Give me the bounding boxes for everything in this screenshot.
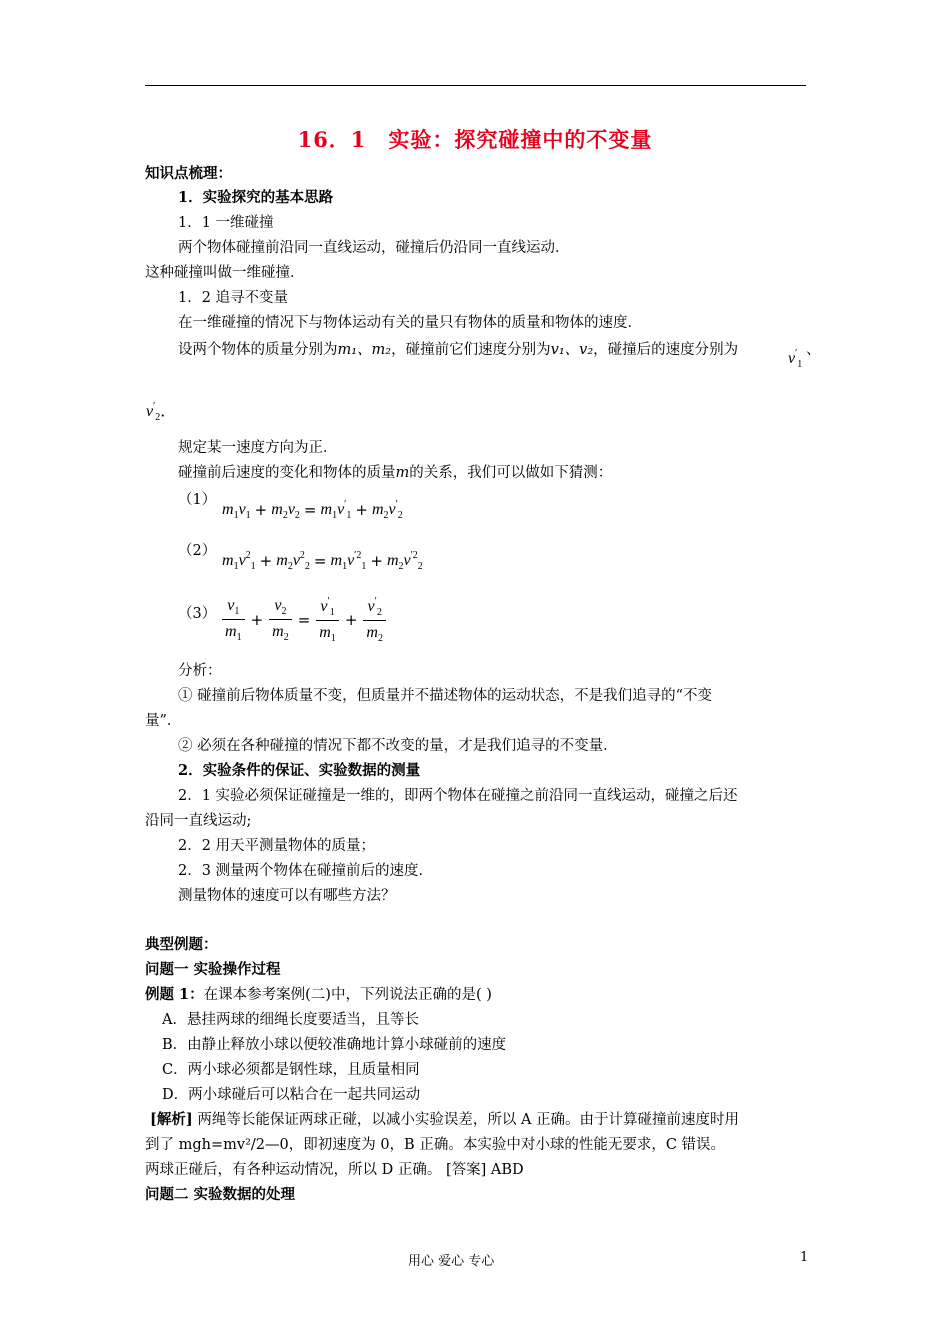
paragraph: 在一维碰撞的情况下与物体运动有关的量只有物体的质量和物体的速度． xyxy=(178,315,642,331)
solution-line-2: 到了 mgh=mv²/2—0，即初速度为 0，B 正确。本实验中对小球的性能无要求，C 错误。 xyxy=(145,1137,726,1153)
page-title: 16．1 实验：探究碰撞中的不变量 xyxy=(297,127,653,152)
analysis-point-2: ② 必须在各种碰撞的情况下都不改变的量，才是我们追寻的不变量． xyxy=(178,738,618,754)
subheading-1-2: 1．2 追寻不变量 xyxy=(178,290,289,306)
paragraph: 这种碰撞叫做一维碰撞． xyxy=(145,265,305,281)
paragraph: 2．3 测量两个物体在碰撞前后的速度． xyxy=(178,863,434,879)
paragraph: 两个物体碰撞前沿同一直线运动，碰撞后仍沿同一直线运动． xyxy=(178,240,570,256)
guess-2-label: （2） xyxy=(178,543,217,559)
paragraph: 2．1 实验必须保证碰撞是一维的，即两个物体在碰撞之前沿同一直线运动，碰撞之后还 xyxy=(178,788,738,804)
analysis-point-1-cont: 量”． xyxy=(145,713,182,729)
option-d: D．两小球碰后可以粘合在一起共同运动 xyxy=(162,1087,421,1103)
guess-1-label: （1） xyxy=(178,492,217,508)
paragraph-variables xyxy=(178,340,738,360)
analysis-label: 分析： xyxy=(178,663,222,679)
page-number: 1 xyxy=(800,1250,809,1265)
solution-line-3: 两球正碰后，有各种运动情况，所以 D 正确。 [答案] ABD xyxy=(145,1162,524,1178)
example-1: 例题 1：在课本参考案例(二)中，下列说法正确的是( ) xyxy=(145,986,492,1003)
footer-motto: 用心 爱心 专心 xyxy=(408,1254,495,1269)
subheading-basic-idea: 1．实验探究的基本思路 xyxy=(178,189,334,206)
text-fragment: ，碰撞后的速度分别为 xyxy=(593,342,739,358)
problem-1-heading: 问题一 实验操作过程 xyxy=(145,961,281,978)
paragraph-guesses: 碰撞前后速度的变化和物体的质量m的关系，我们可以做如下猜测： xyxy=(178,465,613,481)
subheading-1-1: 1．1 一维碰撞 xyxy=(178,215,274,231)
mass-symbols: m₁、m₂ xyxy=(337,342,392,358)
section-heading-knowledge: 知识点梳理： xyxy=(145,165,232,182)
subheading-conditions: 2．实验条件的保证、实验数据的测量 xyxy=(178,762,421,779)
paragraph: 测量物体的速度可以有哪些方法？ xyxy=(178,888,396,904)
separator: 、 xyxy=(806,342,821,358)
symbol-v1-prime: $v'_1$ xyxy=(788,348,803,370)
header-rule xyxy=(145,85,806,86)
option-c: C．两小球必须都是钢性球，且质量相同 xyxy=(162,1062,420,1078)
paragraph: 2．2 用天平测量物体的质量； xyxy=(178,838,376,854)
problem-2-heading: 问题二 实验数据的处理 xyxy=(145,1186,296,1203)
text-fragment: ，碰撞前它们速度分别为 xyxy=(391,342,551,358)
text-fragment: 设两个物体的质量分别为 xyxy=(178,342,338,358)
symbol-v2-prime: $v'_2$． xyxy=(146,401,177,423)
equation-guess-3: $\frac{v_1}{m_1}$ + $\frac{v_2}{m_2}$ = $\frac{v'_1}{m_1}$ + $\frac{v'_2}{m_2}$ xyxy=(220,596,388,644)
option-a: A．悬挂两球的细绳长度要适当，且等长 xyxy=(162,1012,419,1028)
analysis-point-1: ① 碰撞前后物体质量不变，但质量并不描述物体的运动状态，不是我们追寻的“不变 xyxy=(178,688,713,704)
solution-line-1: [解析] 两绳等长能保证两球正碰，以减小实验误差，所以 A 正确。由于计算碰撞前速度时用 xyxy=(150,1111,740,1128)
guess-3-label: （3） xyxy=(178,606,217,622)
paragraph: 沿同一直线运动; xyxy=(145,813,252,829)
option-b: B．由静止释放小球以便较准确地计算小球碰前的速度 xyxy=(162,1037,507,1053)
section-heading-examples: 典型例题： xyxy=(145,936,218,953)
equation-guess-1: $m_1v_1 + m_2v_2 = m_1v'_1 + m_2v'_2$ xyxy=(222,499,403,521)
velocity-symbols: v₁、v₂ xyxy=(550,342,594,358)
equation-guess-2: $m_1v^2_1 + m_2v^2_2 = m_1v^{'2}_1 + m_2v^{'2}_2$ xyxy=(222,550,423,572)
paragraph: 规定某一速度方向为正． xyxy=(178,440,338,456)
